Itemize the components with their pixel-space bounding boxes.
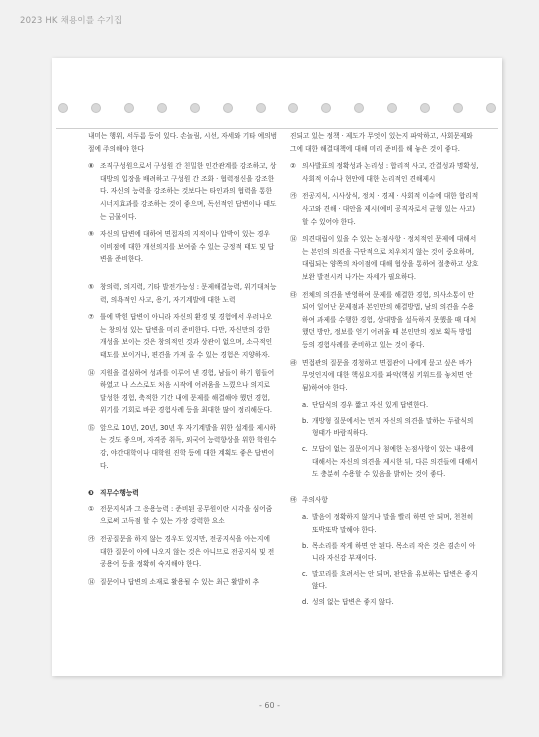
section-heading [88, 487, 278, 500]
list-item-marker: a. [302, 401, 309, 410]
binding-divider [56, 128, 498, 129]
left-items-b [88, 281, 278, 472]
list-item-text: 말꼬리를 흐려서는 안 되며, 판단을 유보하는 답변은 좋지 않다. [312, 569, 478, 591]
list-item-text: 면접관의 질문을 경청하고 면접관이 나에게 묻고 싶은 바가 무엇인지에 대한 핵심요지를 파악(핵심 키워드를 놓치면 안 됨)하여야 한다. [302, 358, 473, 392]
list-item-marker: c. [302, 445, 308, 454]
list-item-marker: ② [290, 162, 296, 171]
list-item-marker: b. [302, 416, 309, 425]
binder-ring [288, 103, 298, 113]
list-item-marker: ⑤ [88, 282, 94, 291]
list-item-marker: ⑨ [88, 230, 94, 239]
binder-ring [157, 103, 167, 113]
list-item-text: 질문이나 답변의 소재로 활용될 수 있는 최근 활발히 추 [100, 577, 260, 586]
list-item-text: 발음이 정확하지 않거나 말을 빨리 하면 안 되며, 천천히 또박또박 말해야 한다. [312, 513, 474, 535]
list-item [88, 367, 278, 417]
list-item-text: 지원을 결심하여 성과를 이루어 낸 경험, 남들이 하기 힘들어 하였고 나 스스로도 처음 시작에 어려움을 느꼈으나 의지로 달성한 경험, 축적한 기간 내에 문제를 해결해야 했던 경험, 위기를 기회로 바꾼 경험사례 등을 최대한 많이 정리해둔다. [100, 368, 275, 415]
list-item-marker: ㉮ [290, 192, 297, 201]
list-item [290, 357, 480, 395]
sub-list-item [302, 415, 480, 440]
right-column [290, 130, 480, 612]
binder-ring [321, 103, 331, 113]
binder-ring [91, 103, 101, 113]
list-item [88, 228, 278, 266]
list-item [88, 160, 278, 223]
list-item-marker: ① [88, 504, 94, 513]
binder-rings [58, 98, 496, 118]
list-item-marker: ⑮ [88, 423, 95, 432]
list-item-marker: ⑧ [88, 162, 94, 171]
list-item-text: 전공지식, 시사상식, 정치 · 경제 · 사회적 이슈에 대한 합리적 사고와 견해 · 대안을 제시(예비 공직자로서 균형 있는 사고) 할 수 있어야 한다. [302, 192, 479, 226]
list-item-marker: a. [302, 513, 309, 522]
list-item-marker: ㉱ [290, 358, 297, 367]
list-item-text: 앞으로 10년, 20년, 30년 후 자기계발을 위한 설계를 제시하는 것도 좋으며, 자격증 취득, 외국어 능력향상을 위한 학원수강, 야간대학이나 대학원 진학 등에 대한 계획도 좋은 답변이다. [100, 423, 277, 470]
list-item-text: 성의 없는 답변은 좋지 않다. [312, 598, 394, 606]
list-item [290, 233, 480, 283]
list-item-marker: ⑭ [88, 577, 95, 586]
list-item-text: 의사발표의 정확성과 논리성 : 합리적 사고, 간결성과 명확성, 사회적 이슈나 현안에 대한 논리적인 견해제시 [302, 162, 479, 183]
sub-list-item [302, 540, 480, 565]
right-subs-b [290, 511, 480, 608]
binder-ring [486, 103, 496, 113]
sub-list-item [302, 568, 480, 593]
binder-ring [124, 103, 134, 113]
notice-heading-marker: ㉲ [290, 495, 297, 504]
list-item [88, 533, 278, 571]
binder-ring [256, 103, 266, 113]
list-item [88, 576, 278, 589]
binder-ring [354, 103, 364, 113]
list-item [290, 160, 480, 185]
section-heading-marker: ❸ [88, 489, 94, 498]
list-item [88, 422, 278, 472]
list-item-marker: ㉰ [290, 290, 297, 299]
left-items-c [88, 503, 278, 589]
page-number: - 60 - [258, 701, 281, 710]
binder-ring [223, 103, 233, 113]
list-item-text: 자신의 답변에 대하여 면접자의 지적이나 압박이 있는 경우 이비점에 대한 개선의지를 보여줄 수 있는 긍정적 태도 및 답변을 준비한다. [100, 230, 275, 264]
page-card [52, 58, 502, 676]
binder-ring [190, 103, 200, 113]
list-item [290, 289, 480, 352]
list-item-marker: ⑦ [88, 313, 94, 322]
list-item-marker: ㉮ [88, 535, 95, 544]
list-item-marker: b. [302, 541, 309, 550]
list-item-text: 전체의 의견을 반영하여 문제를 해결한 경험, 의사소통이 안 되어 일어난 문제점과 본인만의 해결방법, 남의 의견을 수용하여 과제를 수행한 경험, 상대방을 설득하지 못했을 때 대처했던 방안, 정보를 얻기 어려울 때 본인만의 정보 획득 방법 등의 경험사례를 준비하고 있는 것이 좋다. [302, 290, 477, 349]
section-heading-text: 직무수행능력 [100, 489, 139, 498]
list-item [88, 503, 278, 528]
document-header: 2023 HK 채용이를 수기집 [20, 16, 123, 26]
list-item-text: 개방형 질문에서는 먼저 자신의 의견을 말하는 두괄식의 형태가 바람직하다. [312, 416, 474, 438]
list-item-text: 조직구성원으로서 구성원 간 친밀한 인간관계를 강조하고, 상대방의 입장을 배려하고 구성원 간 조화 · 협력정신을 강조한다. 자신의 능력을 강조하는 것보다는 타인과의 협력을 통한 시너지효과를 강조하는 것이 좋으며, 독선적인 답변이나 태도는 금물이다. [100, 162, 277, 221]
list-item-text: 전문지식과 그 응용능력 : 준비된 공무원이란 시각을 심어줌으로써 고득점 할 수 있는 가장 강력한 요소 [100, 504, 273, 526]
notice-heading-text: 주의사항 [302, 495, 328, 504]
right-items-a [290, 160, 480, 394]
list-item-text: 의견대립이 있을 수 있는 논점사항 · 정치적인 문제에 대해서는 본인의 의견을 극단적으로 치우치지 않는 것이 중요하며, 대립되는 양쪽의 차이점에 대해 협상을 통하여 절충하고 상호 보완 발전시켜 나가는 자세가 필요하다. [302, 235, 479, 281]
sub-list-item [302, 399, 480, 412]
list-item-marker: d. [302, 598, 309, 606]
binder-ring [420, 103, 430, 113]
sub-list-item [302, 596, 480, 609]
list-item-marker: c. [302, 569, 308, 578]
list-item-text: 틀에 박힌 답변이 아니라 자신의 환경 및 경험에서 우러나오는 창의성 있는 답변을 미리 준비한다. 다만, 자신만의 강한 개성을 보이는 것은 창의적인 것과 상관이 없으며, 소극적인 태도를 보이거나, 편견을 가져 올 수 있는 경험은 지양하자. [100, 313, 273, 359]
list-item-text: 모답이 없는 질문이거나 첨예한 논점사항이 있는 내용에 대해서는 자신의 의견을 제시한 뒤, 다른 의견들에 대해서도 충분히 수용할 수 있음을 밝히는 것이 좋다. [312, 445, 478, 479]
binder-ring [387, 103, 397, 113]
list-item [88, 311, 278, 361]
list-item [88, 281, 278, 306]
left-items-a [88, 160, 278, 266]
left-intro-text: 내미는 행위, 서두름 등이 있다. 손놀림, 시선, 자세와 기타 예의범절에 주의해야 한다 [88, 132, 278, 153]
list-item-marker: ⑭ [88, 368, 95, 377]
list-item-marker: ⑭ [290, 235, 297, 244]
binder-ring [453, 103, 463, 113]
list-item-text: 목소리를 작게 하면 안 된다. 목소리 작은 것은 겸손이 아니라 자신감 부재이다. [312, 541, 476, 563]
binder-ring [58, 103, 68, 113]
list-item [290, 190, 480, 228]
sub-list-item [302, 443, 480, 481]
sub-list-item [302, 511, 480, 536]
list-item-text: 전공질문을 하지 않는 경우도 있지만, 전공지식을 아는지에 대한 질문이 아예 나오지 않는 것은 아니므로 전공지식 및 전공용어 등을 정확히 숙지해야 한다. [100, 535, 275, 569]
notice-heading [290, 494, 480, 507]
list-item-text: 단답식의 경우 짧고 자신 있게 답변한다. [312, 401, 429, 410]
right-subs-a [290, 399, 480, 481]
left-column [88, 130, 278, 593]
list-item-text: 창의력, 의지력, 기타 발전가능성 : 문제해결능력, 위기대처능력, 의욕적인 사고, 용기, 자기계발에 대한 노력 [100, 282, 277, 304]
right-intro-text: 진되고 있는 정책 · 제도가 무엇이 있는지 파악하고, 사회문제와 그에 대한 해결대책에 대해 미리 준비를 해 놓은 것이 좋다. [290, 132, 473, 153]
